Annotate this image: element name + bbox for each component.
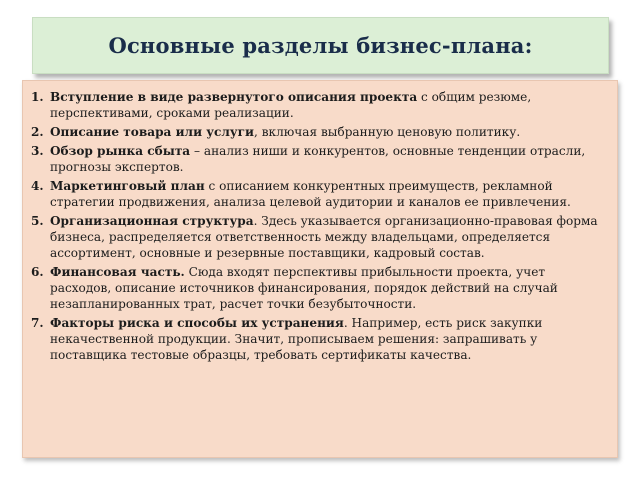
item-heading: Маркетинговый план <box>50 179 205 193</box>
item-number: 2. <box>31 125 44 139</box>
item-text: с общим резюме, перспективами, сроками реализации. <box>50 90 532 120</box>
item-number: 5. <box>31 214 44 228</box>
item-number: 6. <box>31 265 44 279</box>
item-number: 3. <box>31 144 44 158</box>
item-text: – анализ ниши и конкурентов, основные тенденции отрасли, прогнозы экспертов. <box>50 144 586 174</box>
content-box <box>22 80 618 458</box>
item-heading: Вступление в виде развернутого описания проекта <box>50 90 418 104</box>
list-item-finance <box>31 264 607 312</box>
item-heading: Организационная структура <box>50 214 254 228</box>
item-heading: Описание товара или услуги <box>50 125 255 139</box>
item-number: 7. <box>31 316 44 330</box>
list-item-market <box>31 143 607 175</box>
list-item-risks <box>31 315 607 363</box>
list-item-introduction <box>31 89 607 121</box>
item-text: Сюда входят перспективы прибыльности проекта, учет расходов, описание источников финансирования, порядок действий на случай незапланированных трат, расчет точки безубыточности. <box>50 265 558 311</box>
item-heading: Факторы риска и способы их устранения <box>50 316 344 330</box>
item-text: . Например, есть риск закупки некачественной продукции. Значит, прописываем решения: запрашивать у поставщика тестовые образцы, требовать сертификаты качества. <box>50 316 543 362</box>
list-item-organization <box>31 213 607 261</box>
item-heading: Финансовая часть. <box>50 265 185 279</box>
title-box <box>32 17 609 74</box>
slide-title: Основные разделы бизнес-плана: <box>108 33 533 58</box>
item-number: 4. <box>31 179 44 193</box>
item-text: . Здесь указывается организационно-правовая форма бизнеса, распределяется ответственность между владельцами, определяется ассортимент, основные и резервные поставщики, кадровый состав. <box>50 214 598 260</box>
list-item-product <box>31 124 607 140</box>
item-text: , включая выбранную ценовую политику. <box>254 125 521 139</box>
list-item-marketing <box>31 178 607 210</box>
item-heading: Обзор рынка сбыта <box>50 144 191 158</box>
sections-list <box>31 89 607 363</box>
item-text: с описанием конкурентных преимуществ, рекламной стратегии продвижения, анализа целевой аудитории и каналов ее привлечения. <box>50 179 571 209</box>
item-number: 1. <box>31 90 44 104</box>
